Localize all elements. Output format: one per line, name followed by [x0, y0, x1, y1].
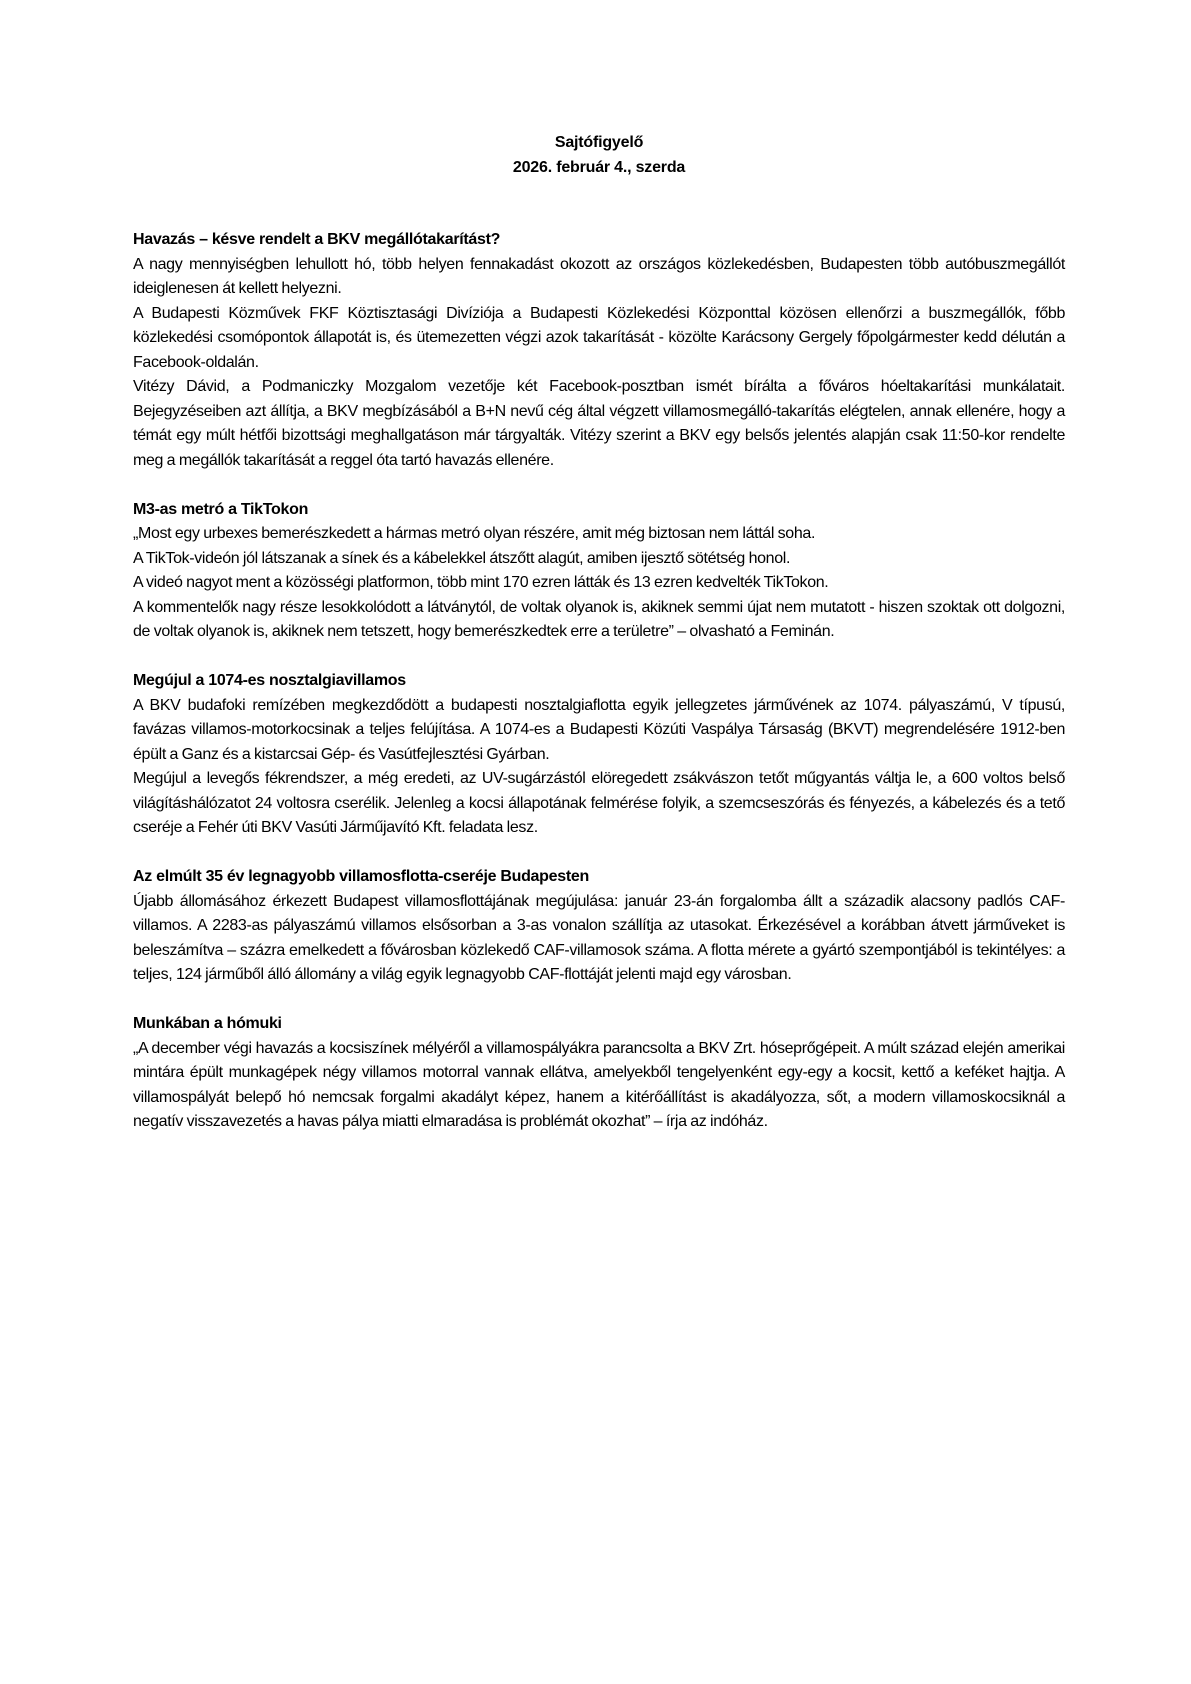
article-homuki [133, 1012, 1065, 1135]
document-title: Sajtófigyelő [554, 134, 644, 151]
article-paragraph: A Budapesti Közművek FKF Köztisztasági Divíziója a Budapesti Közlekedési Központtal közösen ellenőrzi a buszmegállók, főbb közlekedési csomópontok állapotát is, és ütemezetten végzi azok takarítását - közölte Karácsony Gergely főpolgármester kedd délután a Facebook-oldalán. [133, 304, 1065, 371]
article-title: Havazás – késve rendelt a BKV megállótakarítást? [133, 231, 501, 248]
article-paragraph: Újabb állomásához érkezett Budapest villamosflottájának megújulása: január 23-án forgalomba állt a századik alacsony padlós CAF-villamos. A 2283-as pályaszámú villamos elsősorban a 3-as vonalon szállítja az utasokat. Érkezésével a korábban átvett járműveket is beleszámítva – százra emelkedett a fővárosban közlekedő CAF-villamosok száma. A flotta mérete a gyártó szempontjából is tekintélyes: a teljes, 124 járműből álló állomány a világ egyik legnagyobb CAF-flottáját jelenti majd egy városban. [133, 892, 1065, 983]
article-paragraph: „A december végi havazás a kocsiszínek mélyéről a villamospályákra parancsolta a BKV Zrt. hóseprőgépeit. A múlt század elején amerikai mintára épült munkagépek négy villamos motorral vannak ellátva, amelyekből tengelyenként egy-egy a kocsit, kettő a keféket hajtja. A villamospályát belepő hó nemcsak forgalmi akadályt képez, hanem a kitérőállítást is akadályozza, sőt, a modern villamoskocsiknál a negatív visszavezetés a havas pálya miatti elmaradása is problémát okozhat” – írja az indóház. [133, 1039, 1065, 1130]
article-villamosflotta [133, 865, 1065, 988]
article-paragraph: A videó nagyot ment a közösségi platformon, több mint 170 ezren látták és 13 ezren kedvelték TikTokon. [133, 574, 829, 591]
article-m3-metro [133, 498, 1065, 645]
article-paragraph: Vitézy Dávid, a Podmaniczky Mozgalom vezetője két Facebook-posztban ismét bírálta a főváros hóeltakarítási munkálatait. Bejegyzéseiben azt állítja, a BKV megbízásából a B+N nevű cég által végzett villamosmegálló-takarítás elégtelen, annak ellenére, hogy a témát egy múlt hétfői bizottsági meghallgatáson már tárgyalták. Vitézy szerint a BKV egy belsős jelentés alapján csak 11:50-kor rendelte meg a megállók takarítását a reggel óta tartó havazás ellenére. [133, 378, 1065, 469]
article-havazas [133, 228, 1065, 473]
article-title: M3-as metró a TikTokon [133, 500, 309, 518]
article-paragraph: A BKV budafoki remízében megkezdődött a budapesti nosztalgiaflotta egyik jellegzetes járművének az 1074. pályaszámú, V típusú, favázas villamos-motorkocsinak a teljes felújítása. A 1074-es a Budapesti Közúti Vaspálya Társaság (BKVT) megrendelésére 1912-ben épült a Ganz és a kistarcsai Gép- és Vasútfejlesztési Gyárban. [133, 696, 1065, 763]
article-paragraph: Megújul a levegős fékrendszer, a még eredeti, az UV-sugárzástól elöregedett zsákvászon tetőt műgyantás váltja le, a 600 voltos belső világításhálózatot 24 voltosra cserélik. Jelenleg a kocsi állapotának felmérése folyik, a szemcseszórás és fényezés, a kábelezés és a tető cseréje a Fehér úti BKV Vasúti Járműjavító Kft. feladata lesz. [133, 770, 1065, 836]
article-paragraph: A TikTok-videón jól látszanak a sínek és a kábelekkel átszőtt alagút, amiben ijesztő sötétség honol. [133, 549, 791, 567]
article-title: Az elmúlt 35 év legnagyobb villamosflotta-cseréje Budapesten [133, 868, 589, 885]
article-paragraph: A nagy mennyiségben lehullott hó, több helyen fennakadást okozott az országos közlekedésben, Budapesten több autóbuszmegállót ideiglenesen át kellett helyezni. [133, 255, 1065, 297]
title-block [133, 130, 1065, 180]
article-paragraph: A kommentelők nagy része lesokkolódott a látványtól, de voltak olyanok is, akiknek semmi újat nem mutatott - hiszen szoktak ott dolgozni, de voltak olyanok is, akiknek nem tetszett, hogy bemerészkedtek erre a területre” – olvasható a Feminán. [133, 598, 1065, 640]
article-paragraph: „Most egy urbexes bemerészkedett a hármas metró olyan részére, amit még biztosan nem láttál soha. [133, 525, 816, 542]
article-1074-villamos [133, 669, 1065, 841]
document-date: 2026. február 4., szerda [512, 159, 686, 176]
document-page [133, 130, 1065, 1159]
article-title: Megújul a 1074-es nosztalgiavillamos [133, 672, 406, 689]
article-title: Munkában a hómuki [133, 1015, 282, 1032]
